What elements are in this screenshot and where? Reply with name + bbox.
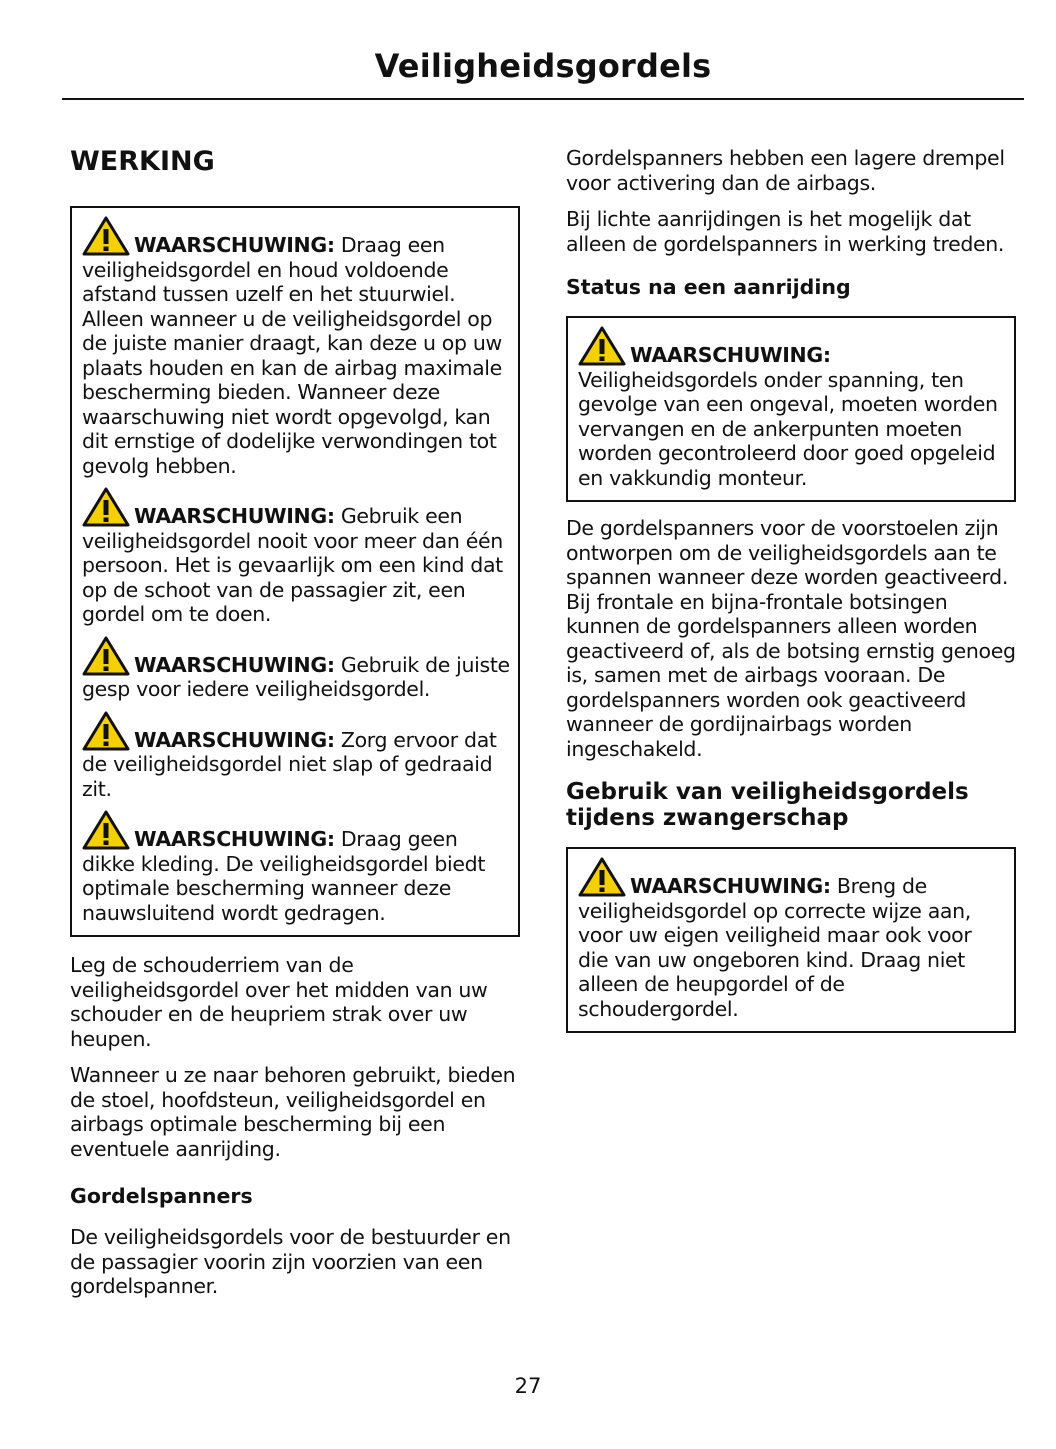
- warning-triangle-icon: [578, 326, 626, 366]
- warning-label: WAARSCHUWING:: [134, 233, 335, 257]
- warning-text: Breng de veiligheidsgordel op correcte wijze aan, voor uw eigen veiligheid maar ook voor die van uw ongeboren kind. Draag niet alleen de heupgordel of de schoudergordel.: [578, 874, 972, 1021]
- warning-text: Draag een veiligheidsgordel en houd voldoende afstand tussen uzelf en het stuurwiel. Alleen wanneer u de veiligheidsgordel op de juiste manier draagt, kan deze u op uw plaats houden en kan de airbag maximale bescherming bieden. Wanneer deze waarschuwing niet wordt opgevolgd, kan dit ernstige of dodelijke verwondingen tot gevolg hebben.: [82, 233, 502, 478]
- warning-label: WAARSCHUWING:: [134, 652, 335, 677]
- paragraph-front-pretensioners: De gordelspanners voor de voorstoelen zijn ontworpen om de veiligheidsgordels aan te spannen wanneer deze worden geactiveerd. Bij frontale en bijna-frontale botsingen kunnen de gordelspanners alleen worden geactiveerd of, als de botsing ernstig genoeg is, samen met de airbags vooraan. De gordelspanners worden ook geactiveerd wanneer de gordijnairbags worden ingeschakeld.: [566, 516, 1016, 761]
- warning-label: WAARSCHUWING:: [134, 504, 335, 528]
- page-number: 27: [514, 1374, 542, 1398]
- warning-triangle-icon: [82, 216, 130, 256]
- warning-not-twisted: [82, 711, 510, 802]
- warning-one-person: [82, 487, 510, 627]
- subheading-gordelspanners: Gordelspanners: [70, 1184, 253, 1208]
- paragraph-activation-threshold: Gordelspanners hebben een lagere drempel voor activering dan de airbags.: [566, 146, 1005, 195]
- warning-label: WAARSCHUWING:: [134, 727, 335, 752]
- warning-box-operation: [70, 206, 520, 937]
- warning-thick-clothing: [82, 810, 510, 925]
- warning-triangle-icon: [82, 711, 130, 751]
- warning-label: WAARSCHUWING:: [630, 343, 831, 367]
- page-title: Veiligheidsgordels: [374, 47, 712, 85]
- warning-seatbelt-distance: [82, 216, 510, 478]
- warning-triangle-icon: [82, 810, 130, 850]
- paragraph-pretensioner-fitted: De veiligheidsgordels voor de bestuurder en de passagier voorin zijn voorzien van een gordelspanner.: [70, 1225, 511, 1298]
- page-header: [62, 44, 1024, 100]
- paragraph-optimal-protection: Wanneer u ze naar behoren gebruikt, bieden de stoel, hoofdsteun, veiligheidsgordel en airbags optimale bescherming bij een eventuele aanrijding.: [70, 1063, 516, 1161]
- warning-correct-buckle: [82, 636, 510, 702]
- warning-label: WAARSCHUWING:: [134, 827, 335, 851]
- warning-pregnancy: [578, 857, 1006, 1021]
- warning-box-after-collision: [566, 316, 1016, 502]
- paragraph-light-collisions: Bij lichte aanrijdingen is het mogelijk dat alleen de gordelspanners in werking treden.: [566, 207, 1005, 256]
- subheading-pregnancy: Gebruik van veiligheidsgordels tijdens zwangerschap: [566, 779, 969, 831]
- warning-replace-belts: [578, 326, 1006, 490]
- warning-text: Draag geen dikke kleding. De veiligheidsgordel biedt optimale bescherming wanneer deze nauwsluitend wordt gedragen.: [82, 827, 486, 925]
- paragraph-shoulder-strap: Leg de schouderriem van de veiligheidsgordel over het midden van uw schouder en de heupriem strak over uw heupen.: [70, 953, 488, 1051]
- warning-text: Gebruik de juiste gesp voor iedere veiligheidsgordel.: [82, 652, 510, 701]
- warning-label: WAARSCHUWING:: [630, 874, 831, 898]
- warning-triangle-icon: [578, 857, 626, 897]
- subheading-status-after-collision: Status na een aanrijding: [566, 275, 851, 299]
- warning-triangle-icon: [82, 487, 130, 527]
- warning-triangle-icon: [82, 636, 130, 676]
- warning-box-pregnancy: [566, 847, 1016, 1033]
- warning-text: Veiligheidsgordels onder spanning, ten gevolge van een ongeval, moeten worden vervangen en de ankerpunten moeten worden gecontroleerd door goed opgeleid en vakkundig monteur.: [578, 367, 998, 490]
- warning-text: Zorg ervoor dat de veiligheidsgordel niet slap of gedraaid zit.: [82, 727, 497, 801]
- section-title-werking: WERKING: [70, 146, 215, 177]
- left-column: [70, 140, 520, 1311]
- warning-text: Gebruik een veiligheidsgordel nooit voor meer dan één persoon. Het is gevaarlijk om een kind dat op de schoot van de passagier zit, een gordel om te doen.: [82, 504, 503, 626]
- right-column: [566, 146, 1016, 1033]
